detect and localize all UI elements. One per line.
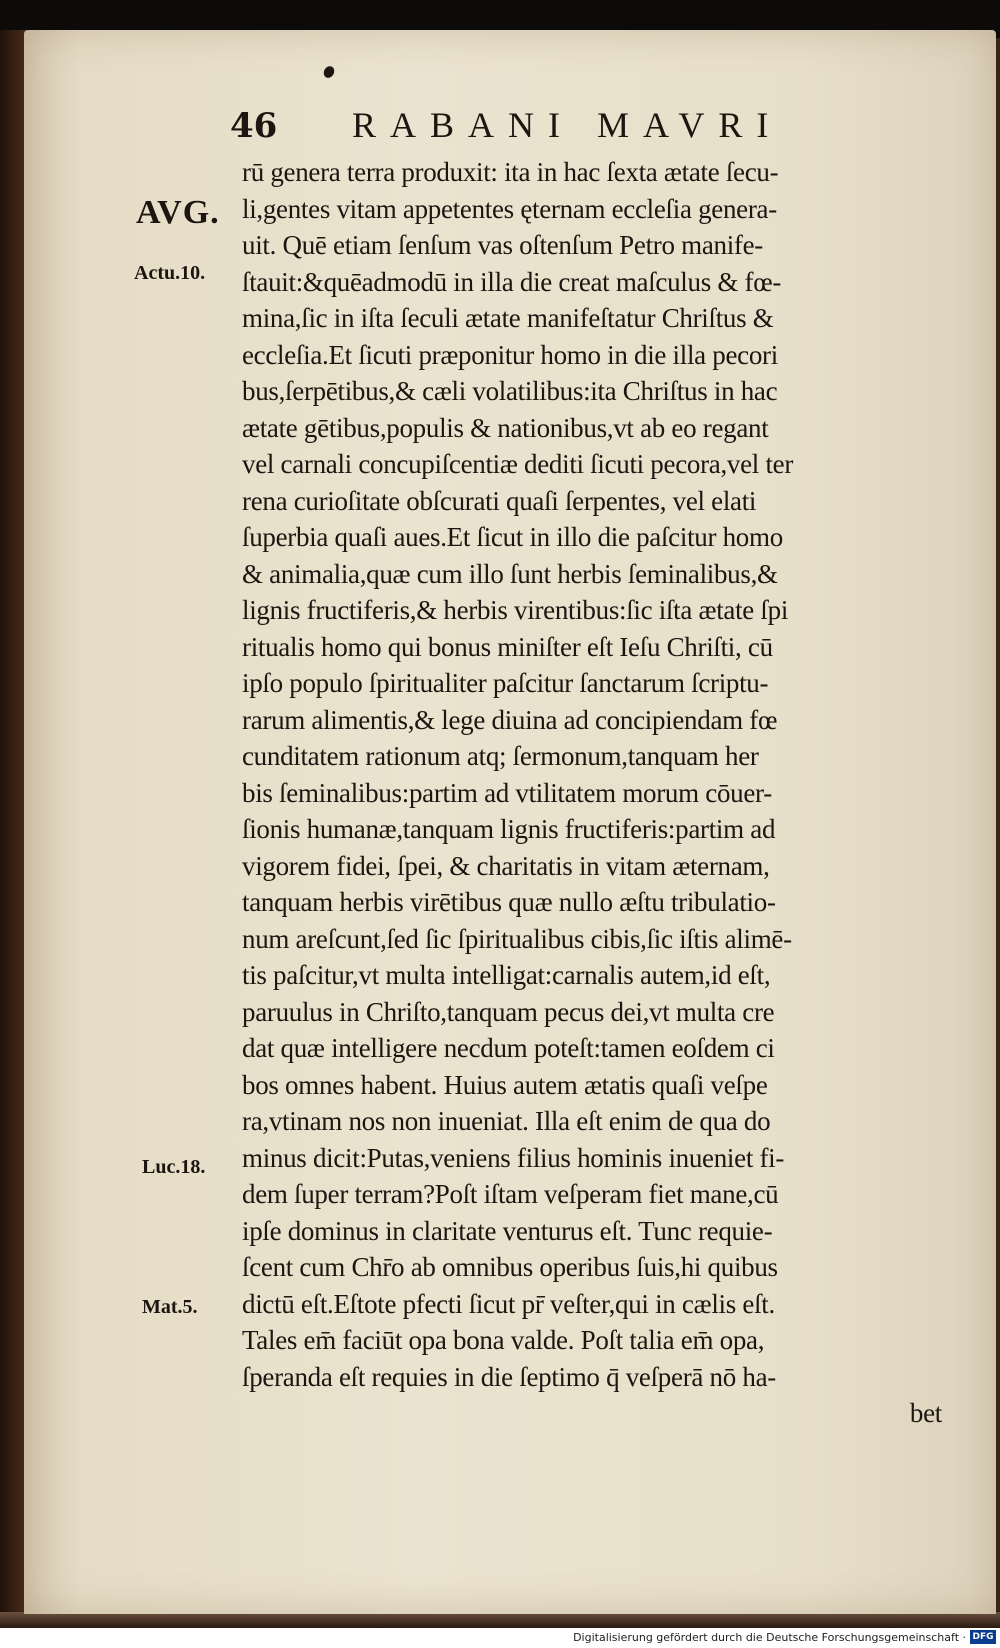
text-line: ipſe dominus in claritate venturus eſt. Tunc requie- (242, 1215, 773, 1246)
text-line: uit. Quē etiam ſenſum vas oſtenſum Petro manife- (242, 230, 763, 260)
text-line: vel carnali concupiſcentiæ dediti ſicuti pecora,vel ter (242, 449, 794, 479)
footer-credit: Digitalisierung gefördert durch die Deutsche Forschungsgemeinschaft · (573, 1631, 966, 1644)
text-line: ſtauit:&quēadmodū in illa die creat maſculus & fœ- (242, 266, 782, 297)
scan-bottom-border (0, 1612, 1000, 1628)
text-line: ætate gētibus,populis & nationibus,vt ab eo regant (242, 412, 769, 443)
footer-bar (0, 1628, 1000, 1648)
body-text (242, 154, 952, 1432)
text-line: tis paſcitur,vt multa intelligat:carnalis autem,id eſt, (242, 960, 771, 990)
text-line: bet (909, 1398, 942, 1428)
text-line: rū genera terra produxit: ita in hac ſexta ætate ſecu- (242, 157, 779, 187)
text-line: eccleſia.Et ſicuti præponitur homo in die illa pecori (242, 339, 778, 370)
text-line: Tales em̄ faciūt opa bona valde. Poſt talia em̄ opa, (242, 1325, 765, 1355)
text-line: mina,ſic in iſta ſeculi ætate manifeſtatur Chriſtus & (242, 303, 774, 333)
text-line: dat quæ intelligere necdum poteſt:tamen eoſdem ci (242, 1033, 775, 1063)
text-line: dem ſuper terram?Poſt iſtam veſperam fiet mane,cū (242, 1179, 779, 1209)
margin-note-mat: Mat.5. (142, 1296, 198, 1318)
text-line: bus,ſerpētibus,& cæli volatilibus:ita Chriſtus in hac (242, 376, 778, 406)
text-line: ſuperbia quaſi aues.Et ſicut in illo die paſcitur homo (242, 522, 783, 552)
margin-note-luc: Luc.18. (142, 1156, 206, 1178)
running-head: RABANI MAVRI (352, 105, 783, 145)
text-line: paruulus in Chriſto,tanquam pecus dei,vt multa cre (242, 996, 775, 1027)
text-line: bis ſeminalibus:partim ad vtilitatem morum cōuer- (242, 777, 772, 808)
margin-note-aug: AVG. (136, 194, 220, 231)
text-line: ipſo populo ſpiritualiter paſcitur ſanctarum ſcriptu- (242, 668, 769, 698)
text-line: dictū eſt.Eſtote pfecti ſicut pr̄ veſter,qui in cælis eſt. (242, 1288, 775, 1319)
text-line: num areſcunt,ſed ſic ſpiritualibus cibis,ſic iſtis alimē- (242, 923, 792, 954)
text-line: rena curioſitate obſcurati quaſi ſerpentes, vel elati (242, 485, 757, 516)
page-number: 46 (230, 106, 278, 146)
text-line: rarum alimentis,& lege diuina ad concipiendam fœ (242, 704, 778, 735)
text-line: & animalia,quæ cum illo ſunt herbis ſeminalibus,& (242, 558, 778, 589)
book-gutter (0, 30, 26, 1628)
text-line: ſcent cum Chr̄o ab omnibus operibus ſuis,hi quibus (242, 1252, 778, 1282)
margin-note-actu: Actu.10. (134, 262, 206, 284)
text-line: ſperanda eſt requies in die ſeptimo q̄ veſperā nō ha- (242, 1361, 776, 1392)
text-line: lignis fructiferis,& herbis virentibus:ſic iſta ætate ſpi (242, 595, 789, 625)
text-line: ra,vtinam nos non inueniat. Illa eſt enim de qua do (242, 1106, 771, 1136)
text-line: ritualis homo qui bonus miniſter eſt Ieſu Chriſti, cū (242, 631, 773, 662)
text-line: li,gentes vitam appetentes ęternam eccleſia genera- (242, 193, 777, 224)
text-line: bos omnes habent. Huius autem ætatis quaſi veſpe (242, 1069, 768, 1100)
text-line: minus dicit:Putas,veniens filius hominis inueniet fi- (242, 1142, 785, 1173)
dfg-logo: DFG (970, 1630, 996, 1644)
text-line: tanquam herbis virētibus quæ nullo æſtu tribulatio- (242, 887, 776, 917)
text-line: cunditatem rationum atq; ſermonum,tanquam her (242, 741, 759, 771)
text-line: vigorem fidei, ſpei, & charitatis in vitam æternam, (242, 850, 770, 881)
text-line: ſionis humanæ,tanquam lignis fructiferis:partim ad (242, 814, 776, 844)
